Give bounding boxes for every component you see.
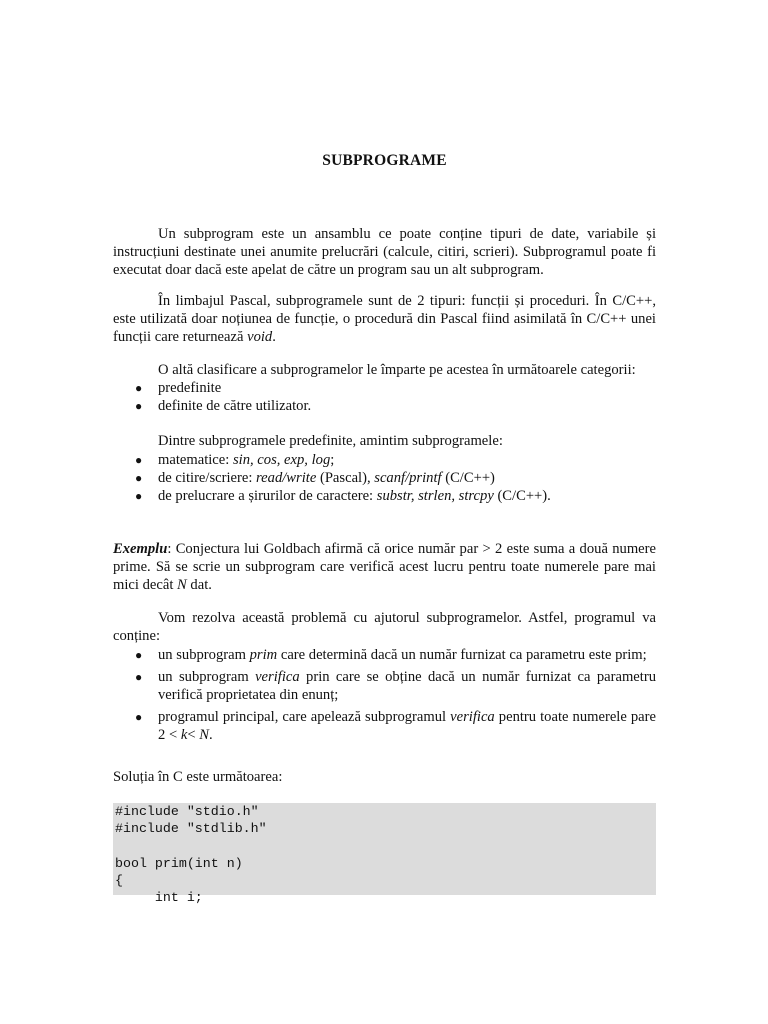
list-item-text: < [187,727,200,743]
list-item-italic: verifica [255,669,300,685]
bullet-icon: ● [135,471,143,485]
example-end: dat. [186,577,212,593]
bullet-icon: ● [135,489,143,503]
list-item-italic: read/write [256,470,317,486]
paragraph-pascal-text: În limbajul Pascal, subprogramele sunt de 2 tipuri: funcții și proceduri. În C/C++, este utilizată doar noțiunea de funcție, o procedură din Pascal fiind asimilată în C/C++ unei funcții care returnează [113,293,656,345]
list-item-text: . [208,727,213,743]
list-item-italic: substr, strlen, strcpy [376,488,494,504]
page-title: SUBPROGRAME [322,152,447,169]
void-keyword: void [247,329,273,345]
bullet-icon: ● [135,670,143,684]
paragraph-solution-intro: Soluția în C este următoarea: [113,769,283,785]
list-item [113,646,656,664]
list-item-italic: sin, cos, exp, log [232,452,331,468]
list-item-text: (Pascal), [316,470,375,486]
list-item-text: care determină dacă un număr furnizat ca parametru este prim; [277,647,647,663]
list-item-text: programul principal, care apelează subprogramul [158,709,451,725]
list-item-text: de prelucrare a șirurilor de caractere: [158,488,377,504]
bullet-icon: ● [135,453,143,467]
list-item-label: predefinite [158,380,222,396]
paragraph-predefined: Dintre subprogramele predefinite, amintim subprogramele: [158,433,503,449]
paragraph-pascal-end: . [272,329,276,345]
program-structure-list [113,646,656,744]
list-item-italic: verifica [450,709,495,725]
list-item-italic: k [180,727,188,743]
bullet-icon: ● [135,648,143,662]
list-item [113,397,656,415]
list-item-italic: prim [249,647,278,663]
list-item-text: de citire/scriere: [158,470,257,486]
paragraph-example [113,540,656,594]
example-label: Exemplu [113,541,168,557]
list-item [113,469,656,487]
paragraph-solution-plan: Vom rezolva această problemă cu ajutorul subprogramelor. Astfel, programul va conține: [113,610,656,644]
code-content: #include "stdio.h" #include "stdlib.h" bool prim(int n) { int i; [115,804,267,906]
list-item-text: (C/C++) [441,470,495,486]
list-item-text: prin care se obține dacă un număr furnizat ca parametru verifică proprietatea din enunț; [158,669,656,703]
list-item [113,379,656,397]
code-block [113,803,656,906]
list-item [113,487,656,505]
list-item-text: (C/C++). [493,488,551,504]
example-n: N [177,577,187,593]
list-item-text: un subprogram [158,647,250,663]
list-item-label: definite de către utilizator. [158,398,312,414]
category-list [113,379,656,415]
list-item [113,451,656,469]
paragraph-intro: Un subprogram este un ansamblu ce poate conține tipuri de date, variabile și instrucțiuni destinate unei anumite prelucrări (calcule, citiri, scrieri). Subprogramul poate fi executat doar dacă este apelat de către un program sau un alt subprogram. [113,226,656,278]
paragraph-pascal [113,292,656,346]
predefined-list [113,451,656,505]
list-item-italic: scanf/printf [374,470,442,486]
list-item [113,668,656,704]
bullet-icon: ● [135,710,143,724]
bullet-icon: ● [135,381,143,395]
list-item-text: pentru toate numerele pare 2 < [158,709,656,743]
example-text: : Conjectura lui Goldbach afirmă că orice număr par > 2 este suma a două numere prime. Să se scrie un subprogram care verifică acest lucru pentru toate numerele pare mai mici decât [113,541,656,593]
list-item-italic: N [199,727,209,743]
paragraph-classification: O altă clasificare a subprogramelor le împarte pe acestea în următoarele categorii: [158,362,636,378]
list-item-text: un subprogram [158,669,256,685]
list-item-text: ; [330,452,335,468]
list-item [113,708,656,744]
bullet-icon: ● [135,399,143,413]
list-item-text: matematice: [158,452,233,468]
